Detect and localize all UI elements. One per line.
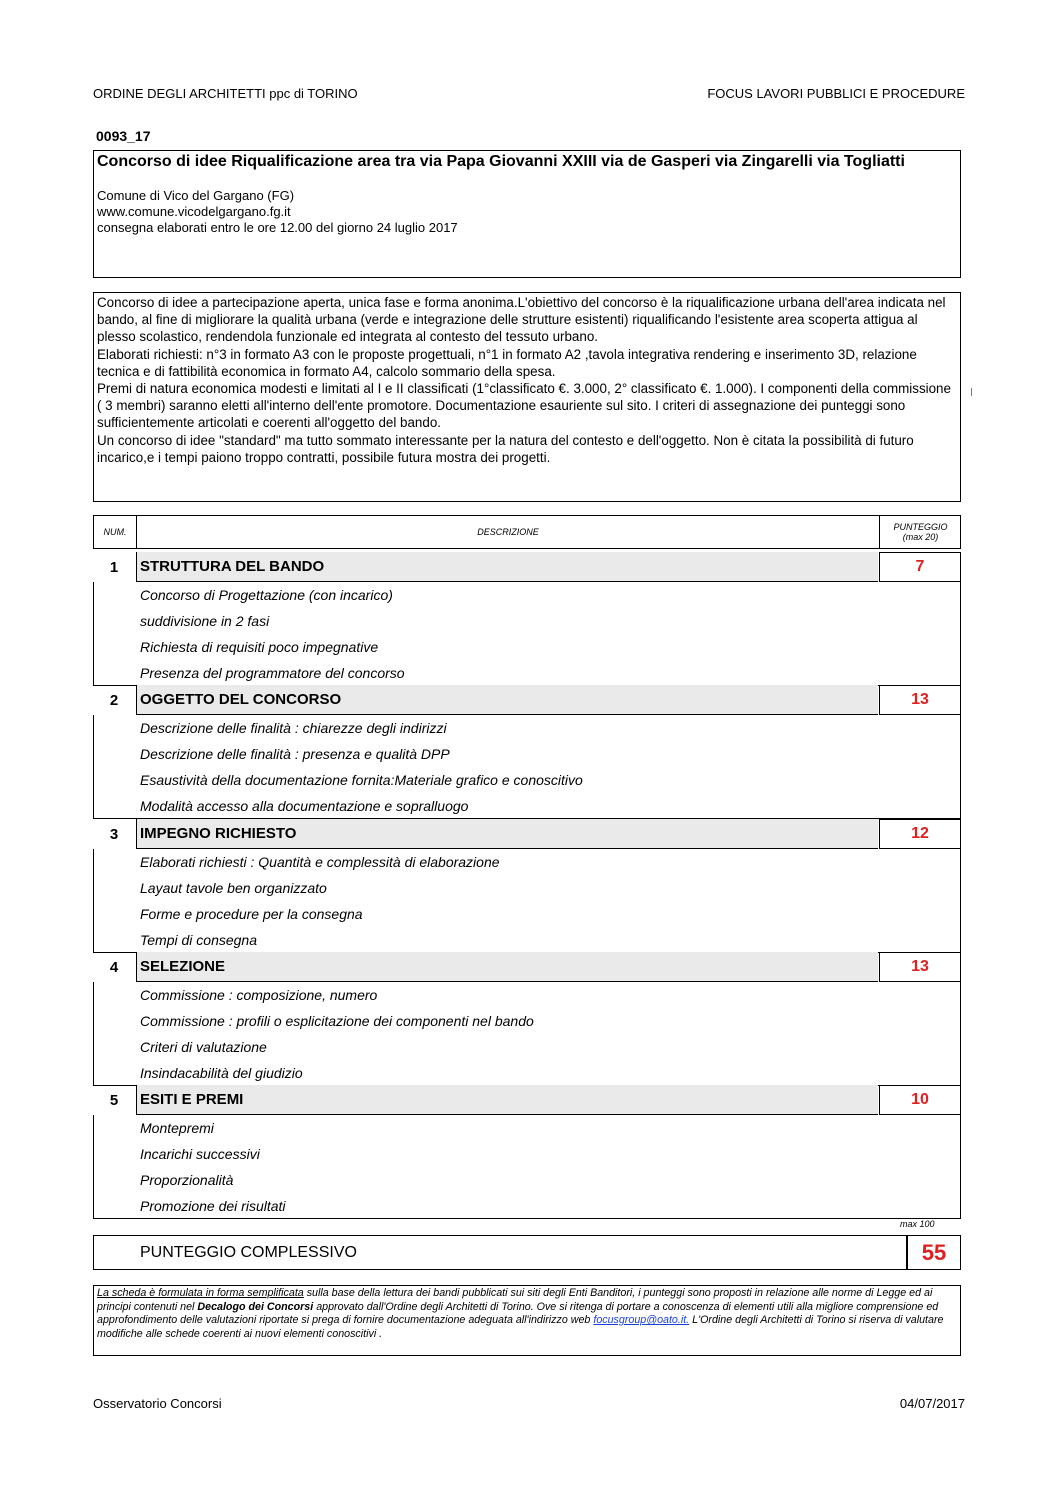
section-score: 13 <box>879 685 961 715</box>
header-organization: ORDINE DEGLI ARCHITETTI ppc di TORINO <box>93 86 358 101</box>
note-email-link[interactable]: focusgroup@oato.it. <box>593 1314 690 1326</box>
score-table <box>93 515 961 1217</box>
section-score: 10 <box>879 1085 961 1115</box>
section-header <box>93 952 961 982</box>
section-score: 12 <box>879 819 961 849</box>
section-number: 2 <box>109 691 119 709</box>
section-header <box>93 552 961 582</box>
section-number: 4 <box>109 958 119 976</box>
section-body <box>93 582 961 686</box>
section-title: STRUTTURA DEL BANDO <box>136 552 878 582</box>
criterion-item: Commissione : profili o esplicitazione dei componenti nel bando <box>140 1013 534 1029</box>
section-header <box>93 1085 961 1115</box>
footer-date: 04/07/2017 <box>899 1396 965 1411</box>
section-header <box>93 685 961 715</box>
section-number: 1 <box>109 558 119 576</box>
total-score: 55 <box>907 1235 961 1270</box>
score-section <box>93 819 961 953</box>
note-decalogo: Decalogo dei Concorsi <box>197 1300 314 1313</box>
criterion-item: Concorso di Progettazione (con incarico) <box>140 587 393 603</box>
description-paragraph: Concorso di idee a partecipazione aperta, unica fase e forma anonima.L'obiettivo del concorso è la riqualificazione urbana dell'area indicata nel bando, al fine di migliorare la qualità urbana (verde e integrazione delle strutture esistenti) riqualificando l'esistente area scoperta attigua al plesso scolastico, rendendola funzionale ed integrata al contesto del tessuto urbano. <box>97 295 946 345</box>
footer-observatory: Osservatorio Concorsi <box>93 1396 222 1411</box>
section-body <box>93 849 961 953</box>
description-box <box>93 292 961 502</box>
section-body <box>93 1115 961 1219</box>
criterion-item: Montepremi <box>140 1120 214 1136</box>
col-desc-header: DESCRIZIONE <box>477 527 539 537</box>
criterion-item: Layaut tavole ben organizzato <box>140 880 327 896</box>
note-intro: La scheda è formulata in forma semplificata <box>97 1287 304 1299</box>
margin-mark <box>971 388 972 396</box>
section-body <box>93 715 961 819</box>
table-header <box>93 515 961 549</box>
criterion-item: Commissione : composizione, numero <box>140 987 378 1003</box>
score-section <box>93 1085 961 1219</box>
criterion-item: Descrizione delle finalità : presenza e qualità DPP <box>140 746 450 762</box>
criterion-item: Promozione dei risultati <box>140 1198 286 1214</box>
disclaimer-note <box>93 1285 961 1356</box>
section-score: 13 <box>879 952 961 982</box>
criterion-item: Incarichi successivi <box>140 1146 260 1162</box>
criterion-item: Tempi di consegna <box>140 932 258 948</box>
col-score-max: (max 20) <box>902 532 939 542</box>
competition-info-box <box>93 150 961 278</box>
criterion-item: Forme e procedure per la consegna <box>140 906 363 922</box>
header-section: FOCUS LAVORI PUBBLICI E PROCEDURE <box>707 86 965 101</box>
total-label: PUNTEGGIO COMPLESSIVO <box>93 1235 907 1270</box>
record-code: 0093_17 <box>96 128 151 144</box>
score-section <box>93 552 961 686</box>
col-num-header: NUM. <box>94 516 137 548</box>
criterion-item: Insindacabilità del giudizio <box>140 1065 303 1081</box>
section-number: 5 <box>109 1091 119 1109</box>
criterion-item: Elaborati richiesti : Quantità e complessità di elaborazione <box>140 854 500 870</box>
total-max-label: max 100 <box>900 1219 935 1229</box>
score-section <box>93 952 961 1086</box>
criterion-item: Esaustività della documentazione fornita:Materiale grafico e conoscitivo <box>140 772 583 788</box>
note-text: L'Ordine degli Architetti di Torino si riserva di valutare modifiche alle schede coerenti ai nuovi elementi conoscitivi . <box>97 1314 944 1340</box>
criterion-item: Criteri di valutazione <box>140 1039 267 1055</box>
description-paragraph: Premi di natura economica modesti e limitati al I e II classificati (1°classificato €. 3.000, 2° classificato €. 1.000). I componenti della commissione ( 3 membri) saranno eletti all'interno dell'ente promotore. Documentazione esauriente sul sito. I criteri di assegnazione dei punteggi sono sufficientemente articolati e coerenti all'oggetto del bando. <box>97 381 951 431</box>
section-title: SELEZIONE <box>136 952 878 982</box>
competition-website: www.comune.vicodelgargano.fg.it <box>97 204 291 219</box>
col-score-header <box>879 516 961 548</box>
section-header <box>93 819 961 849</box>
section-score: 7 <box>879 552 961 582</box>
col-score-label: PUNTEGGIO <box>893 522 948 532</box>
description-paragraph: Un concorso di idee "standard" ma tutto sommato interessante per la natura del contesto e dell'oggetto. Non è citata la possibilità di futuro incarico,e i tempi paiono troppo contratti, possibile futura mostra dei progetti. <box>97 432 914 465</box>
note-text: sulla base della lettura dei bandi pubblicati sui siti degli Enti Banditori, i punteggi sono proposti in relazione alle norme di Legge ed ai principi contenuti nel <box>97 1287 933 1313</box>
section-title: ESITI E PREMI <box>136 1085 878 1115</box>
criterion-item: Presenza del programmatore del concorso <box>140 665 405 681</box>
section-body <box>93 982 961 1086</box>
criterion-item: Modalità accesso alla documentazione e sopralluogo <box>140 798 469 814</box>
competition-deadline: consegna elaborati entro le ore 12.00 del giorno 24 luglio 2017 <box>97 220 458 235</box>
score-section <box>93 685 961 819</box>
criterion-item: suddivisione in 2 fasi <box>140 613 270 629</box>
section-title: OGGETTO DEL CONCORSO <box>136 685 878 715</box>
description-paragraph: Elaborati richiesti: n°3 in formato A3 con le proposte progettuali, n°1 in formato A2 ,tavola integrativa rendering e inserimento 3D, relazione tecnica e di fattibilità economica in formato A4, calcolo sommario della spesa. <box>97 346 917 379</box>
criterion-item: Richiesta di requisiti poco impegnative <box>140 639 379 655</box>
competition-title: Concorso di idee Riqualificazione area tra via Papa Giovanni XXIII via de Gasperi via Zingarelli via Togliatti <box>97 153 905 170</box>
note-text: approvato dall'Ordine degli Architetti di Torino. Ove si ritenga di portare a conoscenza di elementi utili alla migliore comprensione ed approfondimento delle valutazioni riportate si prega di fornire documentazione adeguata all'indirizzo web <box>97 1300 939 1326</box>
criterion-item: Descrizione delle finalità : chiarezze degli indirizzi <box>140 720 447 736</box>
criterion-item: Proporzionalità <box>140 1172 234 1188</box>
section-number: 3 <box>109 825 119 843</box>
competition-entity: Comune di Vico del Gargano (FG) <box>97 188 295 203</box>
section-title: IMPEGNO RICHIESTO <box>136 819 878 849</box>
